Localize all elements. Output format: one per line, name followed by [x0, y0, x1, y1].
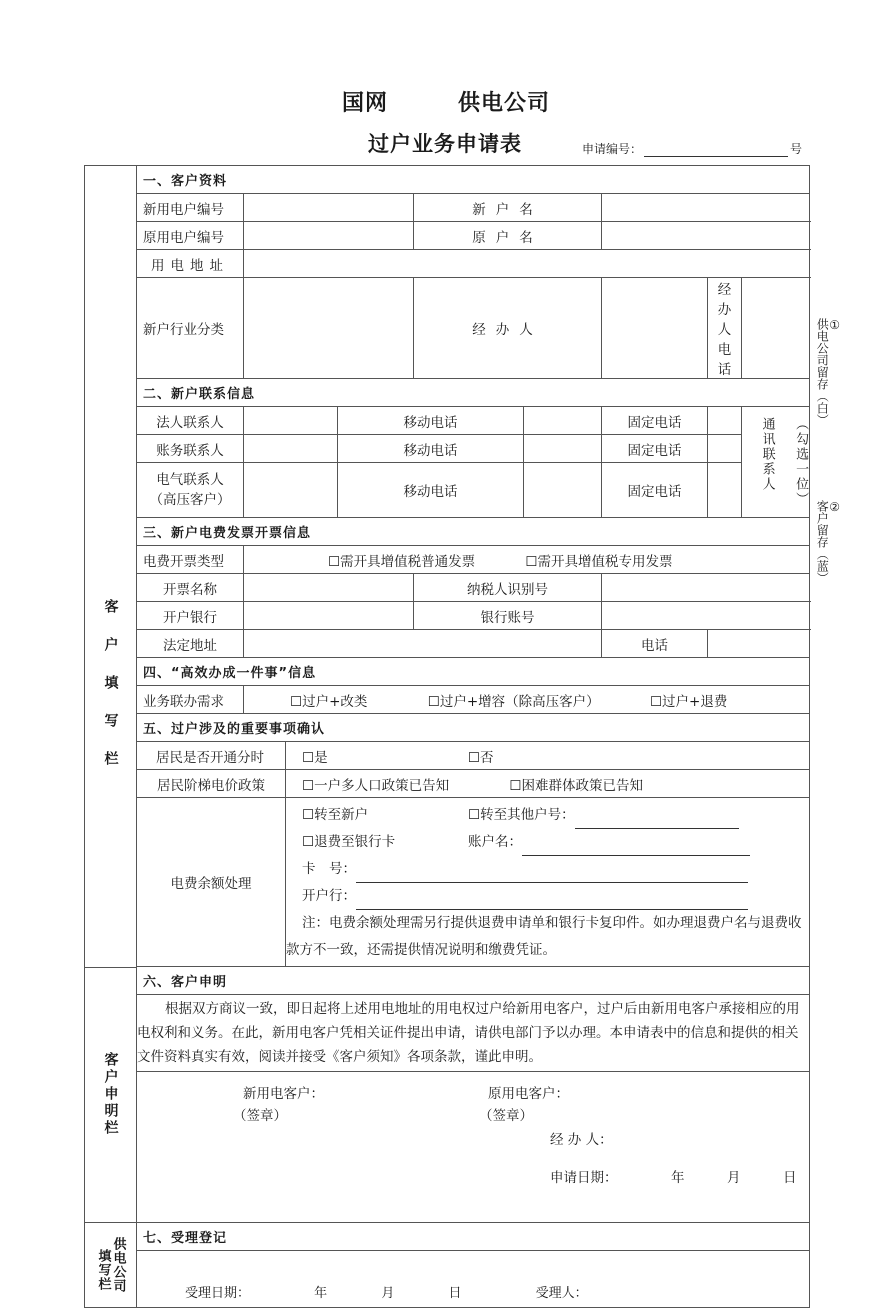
- account-name-field[interactable]: [522, 841, 750, 856]
- label-industry: 新户行业分类: [137, 278, 244, 379]
- label-acceptor: 受理人：: [535, 1286, 588, 1301]
- label-bank-branch: 开户行：: [302, 888, 356, 904]
- application-number: [582, 140, 802, 157]
- label-new-name: 新户名: [414, 194, 602, 222]
- label-invoice-type: 电费开票类型: [137, 546, 244, 574]
- label-legal-address: 法定地址: [137, 630, 244, 658]
- electric-mobile-field[interactable]: [524, 463, 602, 518]
- section-title-acceptance: 七、受理登记: [137, 1223, 810, 1251]
- label-electric-contact: 电气联系人 （高压客户）: [137, 463, 244, 518]
- application-number-label: 申请编号：: [582, 142, 643, 156]
- finance-contact-field[interactable]: [244, 435, 338, 463]
- section-title-one-thing: 四、“高效办成一件事”信息: [137, 658, 810, 686]
- copy-number: ①: [829, 318, 840, 332]
- label-landline: 固定电话: [602, 407, 708, 435]
- checkbox-yes[interactable]: ☐是: [302, 749, 328, 766]
- label-tier-policy: 居民阶梯电价政策: [137, 770, 286, 798]
- new-customer-seal[interactable]: （签章）: [233, 1108, 287, 1124]
- finance-landline-field[interactable]: [708, 435, 742, 463]
- checkbox-to-new-account[interactable]: ☐转至新户: [302, 807, 369, 823]
- accept-date-year: 年: [314, 1286, 328, 1301]
- copy-note-text: 供电公司留存（白）: [815, 318, 830, 426]
- copy-note-text: 客户留存（蓝）: [815, 500, 830, 584]
- application-number-suffix: 号: [790, 142, 803, 156]
- new-name-field[interactable]: [602, 194, 810, 222]
- phone-field[interactable]: [708, 630, 810, 658]
- checkbox-to-other-account[interactable]: ☐转至其他户号：: [468, 807, 575, 823]
- checkbox-special-invoice[interactable]: ☐需开具增值税专用发票: [525, 553, 673, 570]
- accept-date-day: 日: [448, 1286, 462, 1301]
- label-phone: 电话: [602, 630, 708, 658]
- invoice-name-field[interactable]: [244, 574, 414, 602]
- form-title: 过户业务申请表: [368, 131, 522, 156]
- handler-field[interactable]: [602, 278, 708, 379]
- apply-date-month: 月: [727, 1170, 741, 1186]
- label-new-account-no: 新用电户编号: [137, 194, 244, 222]
- section-title-invoice-info: 三、新户电费发票开票信息: [137, 518, 810, 546]
- checkbox-hardship[interactable]: ☐困难群体政策已告知: [509, 777, 644, 794]
- label-apply-date: 申请日期：: [550, 1170, 618, 1186]
- checkbox-general-invoice[interactable]: ☐需开具增值税普通发票: [328, 553, 476, 570]
- label-account-name: 账户名：: [468, 834, 522, 850]
- label-statement-handler: 经 办 人：: [550, 1132, 613, 1148]
- industry-field[interactable]: [244, 278, 414, 379]
- side-label-customer-statement: 客户申明栏: [84, 967, 136, 1223]
- label-landline: 固定电话: [602, 435, 708, 463]
- card-no-field[interactable]: [356, 868, 748, 883]
- tier-policy-options: [286, 770, 810, 798]
- section-title-customer-statement: 六、客户申明: [137, 967, 810, 995]
- label-legal-contact: 法人联系人: [137, 407, 244, 435]
- copy-number: ②: [829, 500, 840, 514]
- label-bank: 开户银行: [137, 602, 244, 630]
- label-finance-contact: 账务联系人: [137, 435, 244, 463]
- address-field[interactable]: [244, 250, 810, 278]
- copy-note-customer: [815, 500, 840, 584]
- side-label-company-fill: 填写栏 供电公司: [85, 1223, 137, 1308]
- balance-handling-options: [286, 798, 810, 967]
- time-of-use-options: [286, 742, 810, 770]
- label-time-of-use: 居民是否开通分时: [137, 742, 286, 770]
- statement-text: 根据双方商议一致，即日起将上述用电地址的用电权过户给新用电客户，过户后由新用电客户承接相应的用电权利和义务。在此，新用电客户凭相关证件提出申请，请供电部门予以办理。本申请表中的信息和提供的相关文件资料真实有效，阅读并接受《客户须知》各项条款，谨此申明。: [137, 995, 810, 1072]
- org-title: [0, 86, 892, 117]
- label-old-account-no: 原用电户编号: [137, 222, 244, 250]
- bank-account-field[interactable]: [602, 602, 810, 630]
- electric-contact-field[interactable]: [244, 463, 338, 518]
- application-number-field[interactable]: [644, 144, 788, 157]
- checkbox-transfer-reclass[interactable]: ☐过户+改类: [290, 693, 368, 710]
- section-title-contact-info: 二、新户联系信息: [137, 379, 810, 407]
- bank-branch-field[interactable]: [356, 895, 748, 910]
- legal-address-field[interactable]: [244, 630, 602, 658]
- old-name-field[interactable]: [602, 222, 810, 250]
- label-accept-date: 受理日期：: [185, 1286, 251, 1301]
- checkbox-refund-to-card[interactable]: ☐退费至银行卡: [302, 834, 396, 850]
- label-joint-need: 业务联办需求: [137, 686, 244, 714]
- checkbox-multi-person[interactable]: ☐一户多人口政策已告知: [302, 777, 450, 794]
- label-invoice-name: 开票名称: [137, 574, 244, 602]
- label-balance-handling: 电费余额处理: [137, 798, 286, 967]
- signature-area: [137, 1072, 810, 1223]
- label-address: 用电地址: [137, 250, 244, 278]
- label-mobile: 移动电话: [338, 407, 524, 435]
- label-old-name: 原户名: [414, 222, 602, 250]
- label-card-no: 卡 号：: [302, 861, 356, 877]
- label-mobile: 移动电话: [338, 463, 524, 518]
- accept-date-month: 月: [381, 1286, 395, 1301]
- copy-note-company: [815, 318, 840, 426]
- balance-note: 注：电费余额处理需另行提供退费申请单和银行卡复印件。如办理退费户名与退费收款方不一致，还需提供情况说明和缴费凭证。: [286, 915, 802, 958]
- acceptance-area: [137, 1251, 810, 1308]
- org-prefix: 国网: [341, 90, 388, 116]
- label-old-customer: 原用电客户：: [488, 1086, 569, 1102]
- invoice-type-options: [244, 546, 810, 574]
- comm-contact-label: 通讯联系人 （勾选一位）: [742, 407, 810, 518]
- new-account-no-field[interactable]: [244, 194, 414, 222]
- old-customer-seal[interactable]: （签章）: [479, 1108, 533, 1124]
- label-taxpayer-id: 纳税人识别号: [414, 574, 602, 602]
- finance-mobile-field[interactable]: [524, 435, 602, 463]
- bank-field[interactable]: [244, 602, 414, 630]
- label-mobile: 移动电话: [338, 435, 524, 463]
- other-account-field[interactable]: [575, 814, 739, 829]
- label-handler-phone: 经办人电话: [708, 278, 742, 379]
- checkbox-no[interactable]: ☐否: [467, 749, 494, 766]
- label-bank-account: 银行账号: [414, 602, 602, 630]
- electric-landline-field[interactable]: [708, 463, 742, 518]
- label-landline: 固定电话: [602, 463, 708, 518]
- apply-date-year: 年: [671, 1170, 685, 1186]
- section-title-customer-info: 一、客户资料: [137, 166, 810, 194]
- side-label-customer-fill: 客户填写栏: [85, 166, 137, 1223]
- checkbox-transfer-refund[interactable]: ☐过户+退费: [649, 693, 728, 710]
- org-suffix: 供电公司: [458, 90, 551, 116]
- legal-mobile-field[interactable]: [524, 407, 602, 435]
- section-title-important-items: 五、过户涉及的重要事项确认: [137, 714, 810, 742]
- taxpayer-id-field[interactable]: [602, 574, 810, 602]
- label-handler: 经办人: [414, 278, 602, 379]
- handler-phone-field[interactable]: [742, 278, 810, 379]
- legal-contact-field[interactable]: [244, 407, 338, 435]
- application-form: [84, 165, 810, 1308]
- checkbox-transfer-capacity[interactable]: ☐过户+增容（除高压客户）: [427, 693, 600, 710]
- label-new-customer: 新用电客户：: [243, 1086, 324, 1102]
- legal-landline-field[interactable]: [708, 407, 742, 435]
- joint-need-options: [244, 686, 810, 714]
- apply-date-day: 日: [783, 1170, 797, 1186]
- old-account-no-field[interactable]: [244, 222, 414, 250]
